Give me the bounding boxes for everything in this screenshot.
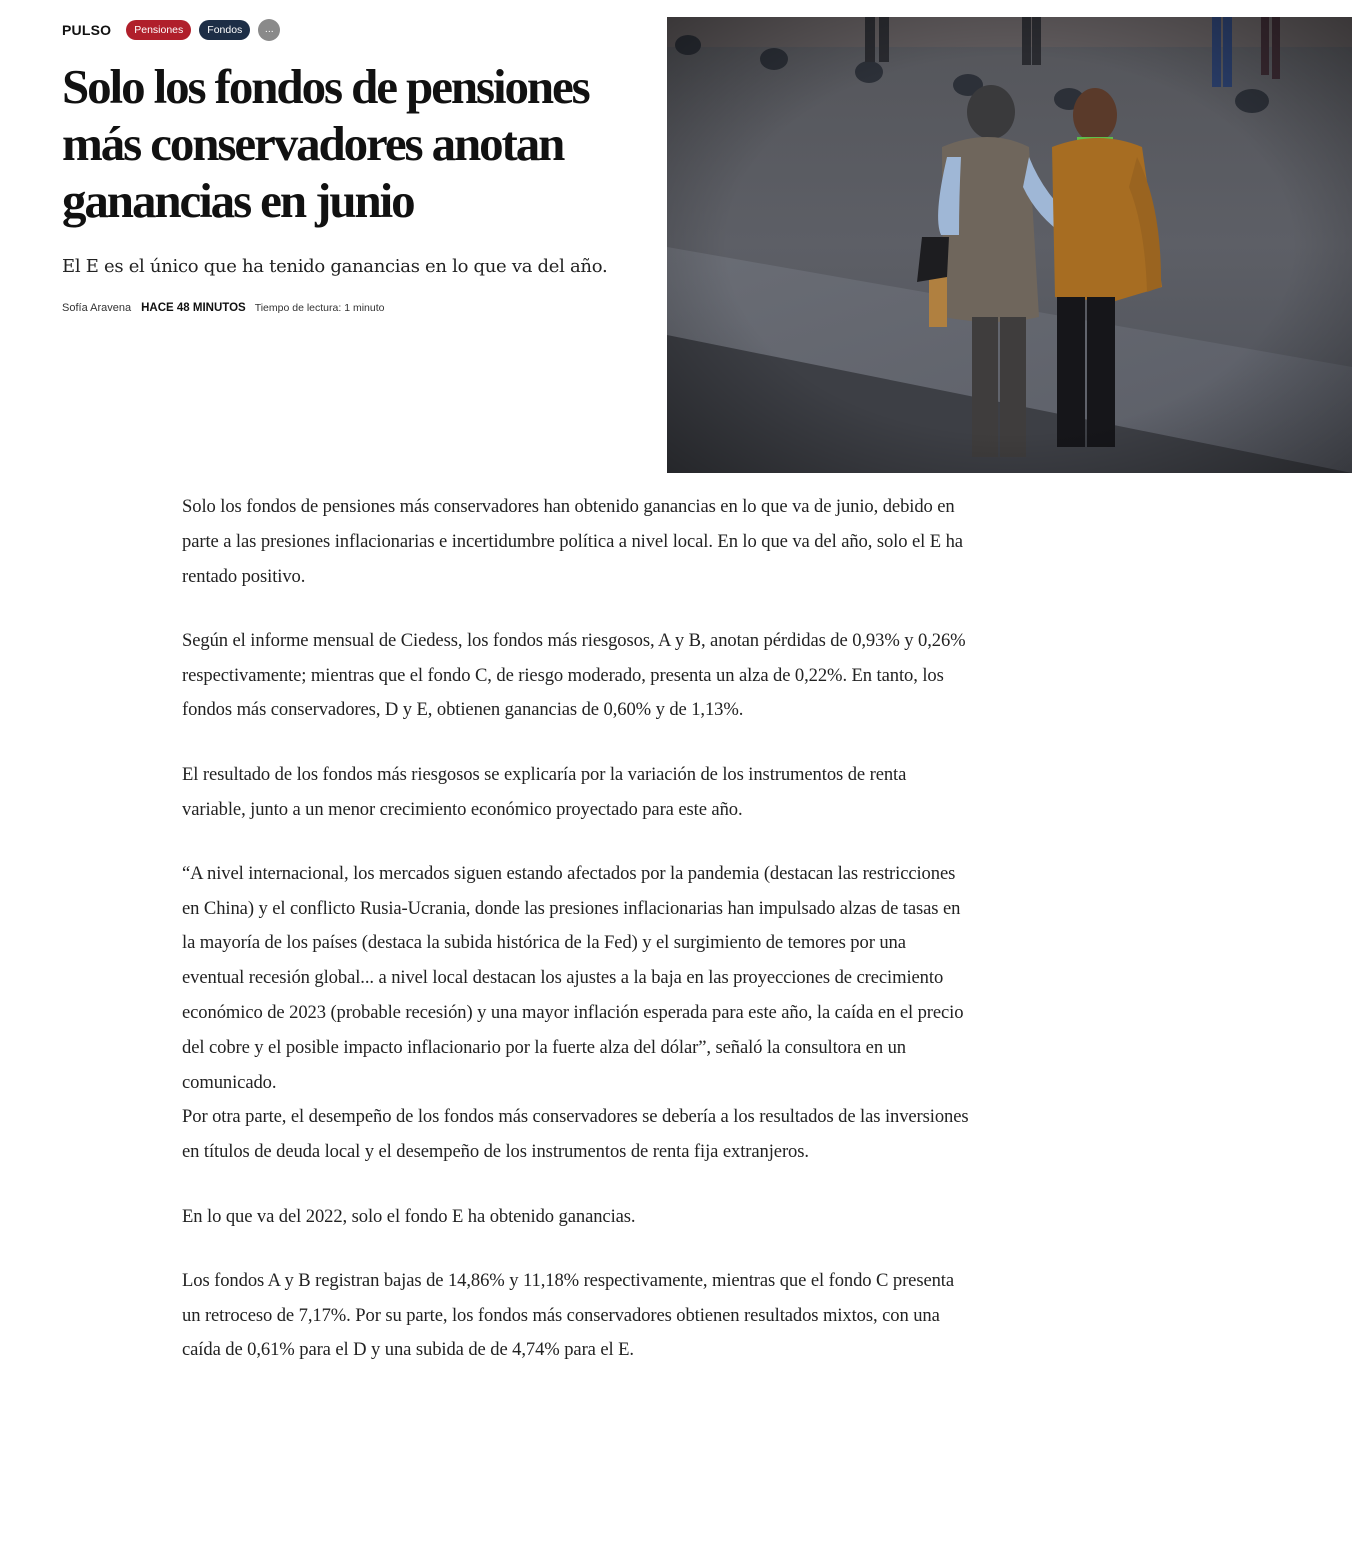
tag-pensiones[interactable]: Pensiones — [126, 20, 191, 40]
paragraph: Según el informe mensual de Ciedess, los fondos más riesgosos, A y B, anotan pérdidas de 0,93% y 0,26% respectivamente; mientras que el fondo C, de riesgo moderado, presenta un alza de 0,22%. En tanto, los fondos más conservadores, D y E, obtienen ganancias de 0,60% y de 1,13%. — [182, 629, 966, 721]
paragraph: Solo los fondos de pensiones más conservadores han obtenido ganancias en lo que va de junio, debido en parte a las presiones inflacionarias e incertidumbre política a nivel local. En lo que va del año, solo el E ha rentado positivo. — [182, 496, 963, 587]
paragraph: “A nivel internacional, los mercados siguen estando afectados por la pandemia (destacan las restricciones en China) y el conflicto Rusia-Ucrania, donde las presiones inflacionarias han impulsado alzas de tasas en la mayoría de los países (destaca la subida histórica de la Fed) y el surgimiento de temores por una eventual recesión global... a nivel local destacan los ajustes a la baja en las proyecciones de crecimiento económico de 2023 (probable recesión) y una mayor inflación esperada para este año, la caída en el precio del cobre y el posible impacto inflacionario por la fuerte alza del dólar”, señaló la consultora en un comunicado. — [182, 862, 964, 1093]
article-photo — [667, 17, 1352, 473]
paragraph: El resultado de los fondos más riesgosos se explicaría por la variación de los instrumentos de renta variable, junto a un menor crecimiento económico proyectado para este año. — [182, 763, 907, 820]
published-time: HACE 48 MINUTOS — [141, 302, 246, 314]
section-label[interactable]: PULSO — [62, 22, 112, 38]
article-body — [182, 490, 972, 1398]
article-subtitle: El E es el único que ha tenido ganancias en lo que va del año. — [62, 256, 608, 277]
paragraph: Los fondos A y B registran bajas de 14,86% y 11,18% respectivamente, mientras que el fondo C presenta un retroceso de 7,17%. Por su parte, los fondos más conservadores obtienen resultados mixtos, con una caída de 0,61% para el D y una subida de de 4,74% para el E. — [182, 1269, 955, 1361]
paragraph: Por otra parte, el desempeño de los fondos más conservadores se debería a los resultados de las inversiones en títulos de deuda local y el desempeño de los instrumentos de renta fija extranjeros. — [182, 1106, 969, 1163]
tag-fondos[interactable]: Fondos — [199, 20, 250, 40]
article-headline: Solo los fondos de pensiones más conservadores anotan ganancias en junio — [62, 59, 589, 228]
photo-two-women-walking-icon — [667, 17, 1352, 473]
reading-time: Tiempo de lectura: 1 minuto — [254, 302, 385, 314]
byline — [62, 302, 384, 314]
tag-bar — [62, 19, 288, 41]
more-tags-button[interactable]: ... — [258, 19, 280, 41]
author-name[interactable]: Sofía Aravena — [62, 302, 132, 314]
paragraph: En lo que va del 2022, solo el fondo E ha obtenido ganancias. — [182, 1205, 636, 1227]
